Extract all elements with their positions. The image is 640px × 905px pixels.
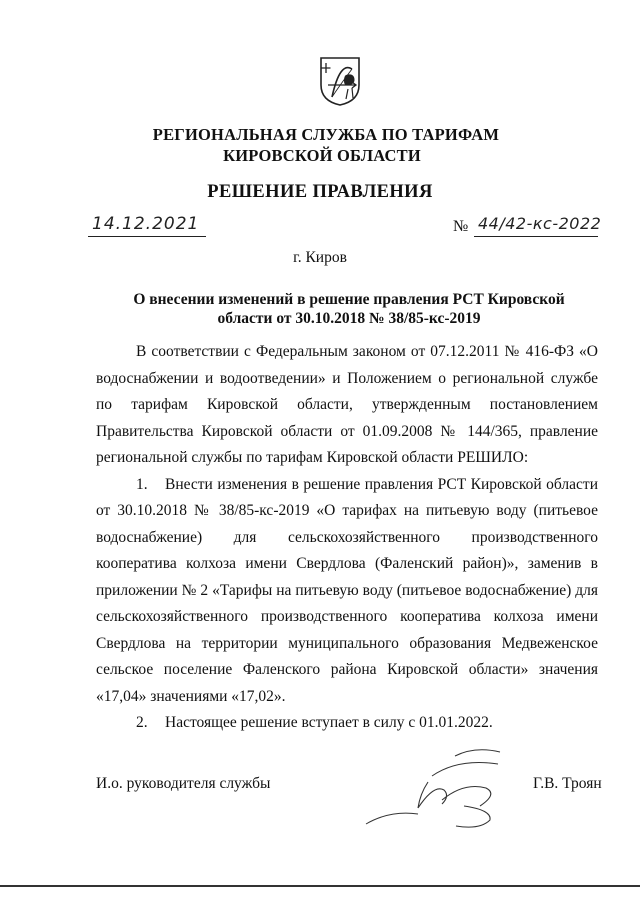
document-title: РЕШЕНИЕ ПРАВЛЕНИЯ <box>207 182 433 202</box>
date-underline <box>88 236 206 237</box>
page-bottom-edge <box>0 885 640 887</box>
org-name-line-1: РЕГИОНАЛЬНАЯ СЛУЖБА ПО ТАРИФАМ <box>152 125 500 144</box>
signer-name: Г.В. Троян <box>533 775 602 792</box>
document-date: 14.12.2021 <box>92 214 200 234</box>
document-body <box>96 339 598 737</box>
organization-name <box>0 124 640 166</box>
intro-paragraph: В соответствии с Федеральным законом от 07.12.2011 № 416-ФЗ «О водоснабжении и водоотведении» и Положением о региональной службе по тарифам Кировской области, утвержденным постановлением Правительства Кировской области от 01.09.2008 № 144/365, правление региональной службы по тарифам Кировской области РЕШИЛО: <box>96 343 598 466</box>
item-number: 2. <box>136 714 148 731</box>
item-text: Внести изменения в решение правления РСТ Кировской области от 30.10.2018 № 38/85-кс-2019 «О тарифах на питьевую воду (питьевое водоснабжение) для сельскохозяйственного производственного кооператива колхоза имени Свердлова (Фаленский район)», заменив в приложении № 2 «Тарифы на питьевую воду (питьевое водоснабжение) для сельскохозяйственного производственного кооператива колхоза имени Свердлова на территории муниципального образования Медвеженское сельское поселение Фаленского района Кировской области» значения «17,04» значениями «17,02». <box>96 475 598 705</box>
number-underline <box>474 236 598 237</box>
decision-item-2 <box>96 710 598 737</box>
document-number: 44/42-кс-2022 <box>478 214 602 233</box>
decision-item-1 <box>96 472 598 711</box>
number-sign: № <box>453 218 469 235</box>
item-number: 1. <box>136 475 148 493</box>
org-name-line-2: КИРОВСКОЙ ОБЛАСТИ <box>223 146 421 165</box>
kirov-coat-of-arms-icon <box>318 55 362 107</box>
item-text: Настоящее решение вступает в силу с 01.01.2022. <box>165 714 493 731</box>
document-city: г. Киров <box>293 249 347 266</box>
document-subject: О внесении изменений в решение правления РСТ Кировской области от 30.10.2018 № 38/85-кс-2019 <box>133 291 565 327</box>
handwritten-signature <box>360 738 510 838</box>
signer-position: И.о. руководителя службы <box>96 775 271 792</box>
